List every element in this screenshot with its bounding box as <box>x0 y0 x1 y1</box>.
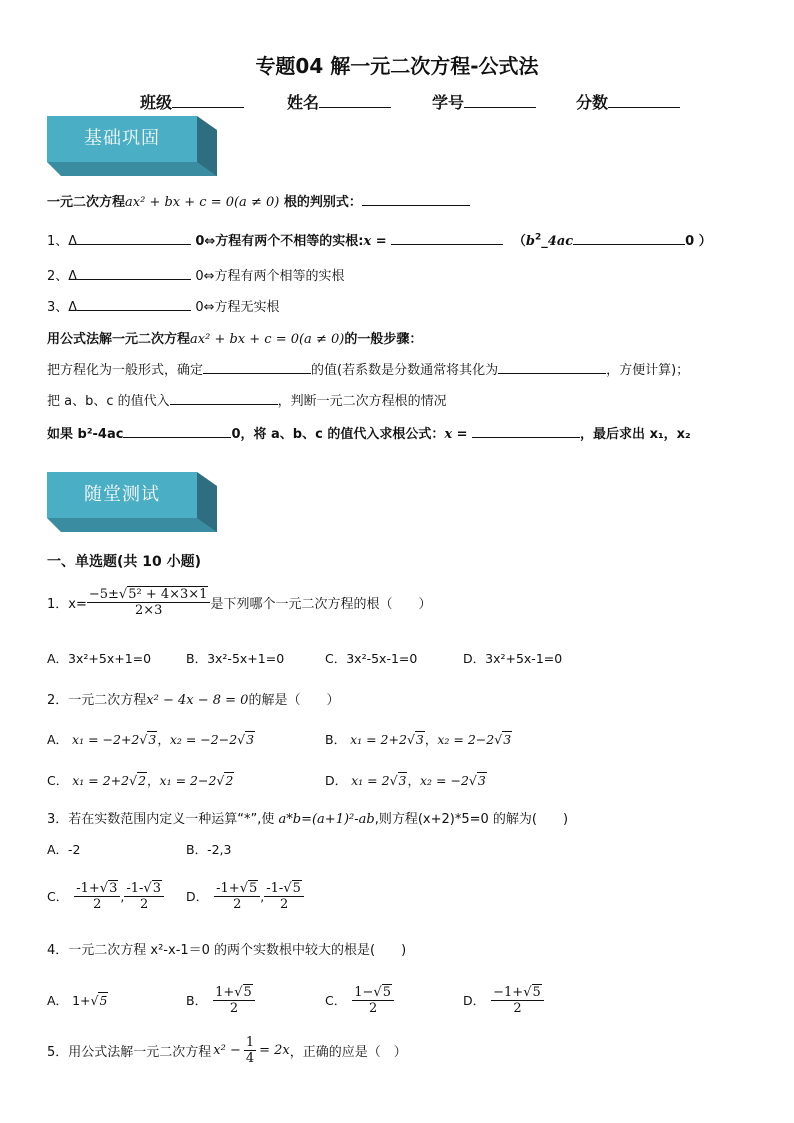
q2-suffix: 的解是（ ） <box>248 693 340 708</box>
id-blank[interactable] <box>464 93 536 108</box>
q4-option-b[interactable] <box>186 980 255 1020</box>
q3-c-frac-2: $\frac{-1-√3}{2}$ <box>124 881 164 912</box>
score-label: 分数 <box>576 93 609 112</box>
q2-d-x1: x₁ = 2 <box>351 773 390 788</box>
score-field <box>576 90 680 113</box>
q3-d-d1: 2 <box>233 896 242 912</box>
q3-c-d2: 2 <box>140 896 149 912</box>
q3-c-n1r: 3 <box>109 880 118 896</box>
step-2-line <box>47 390 447 409</box>
q2-b-r1: 3 <box>415 732 424 747</box>
q4-d-nr: 5 <box>532 984 541 1000</box>
q2-d-r1: 3 <box>398 773 407 788</box>
q2-prefix: 2．一元二次方程 <box>47 693 147 708</box>
q3-d-comma: , <box>260 888 265 904</box>
banner-text: 随堂测试 <box>84 484 160 505</box>
q5-suffix: ，正确的应是（ ） <box>289 1044 407 1060</box>
q2-d-sep: ， <box>407 773 420 788</box>
q2-equation: x² − 4x − 8 = 0 <box>146 693 249 708</box>
case-3-line <box>47 296 279 315</box>
q3-d-frac-2: $\frac{-1-√5}{2}$ <box>264 881 304 912</box>
q5-eq-b: = 2x <box>259 1042 290 1058</box>
q3-operation: a*b=(a+1)²-ab <box>278 812 375 827</box>
q3-option-b[interactable]: B．-2,3 <box>186 842 232 857</box>
q4-c-na: 1− <box>354 984 374 1000</box>
case-2-blank[interactable] <box>77 265 191 280</box>
step-1-text-b: 的值(若系数是分数通常将其化为 <box>311 363 499 378</box>
discriminant-equation: ax² + bx + c = 0(a ≠ 0) <box>125 195 280 210</box>
q2-d-x2: x₂ = −2 <box>420 773 469 788</box>
q2-option-b[interactable]: B． x₁ = 2+2√3，x₂ = 2−2√3 <box>325 732 512 747</box>
step-2-text-b: ，判断一元二次方程根的情况 <box>277 394 447 409</box>
step-3-x: x = <box>444 427 468 442</box>
class-field <box>140 90 244 113</box>
q5-prefix: 5．用公式法解一元二次方程 <box>47 1044 212 1060</box>
q1-num-a: −5± <box>88 586 119 602</box>
q4-c-d: 2 <box>368 1000 378 1016</box>
q3-d-n2r: 5 <box>292 880 301 896</box>
q4-d-frac: $\frac{-1+√5}{2}$ <box>491 985 544 1016</box>
case-1-4ac: _4ac <box>541 234 574 249</box>
q4-b-na: 1+ <box>215 984 235 1000</box>
name-field <box>287 90 391 113</box>
option-label: D． <box>325 773 348 788</box>
discriminant-suffix: 根的判别式： <box>279 195 362 210</box>
steps-heading <box>47 328 422 347</box>
q3-text-a: 3．若在实数范围内定义一种运算“*”,使 <box>47 812 279 827</box>
q1-fraction: $\frac{\text{−5±√5² + 4×3×1}}{2\times 3}$ <box>87 587 211 618</box>
q4-c-nr: 5 <box>382 984 391 1000</box>
step-3-blank-b[interactable] <box>472 423 580 438</box>
q4-option-c[interactable] <box>325 980 394 1020</box>
section-banner-basics <box>47 116 217 172</box>
banner-text: 基础巩固 <box>84 128 160 149</box>
q3-d-n1r: 5 <box>249 880 258 896</box>
q2-b-sep: ， <box>424 732 438 747</box>
case-1-blank[interactable] <box>77 230 191 245</box>
q1-den: 2×3 <box>134 602 163 618</box>
case-1-end: 0 ） <box>685 234 712 249</box>
q4-a-r: 5 <box>99 993 108 1008</box>
case-1-root-blank[interactable] <box>391 230 503 245</box>
page-title: 专题04 解一元二次方程-公式法 <box>255 54 539 78</box>
id-label: 学号 <box>432 93 465 112</box>
q4-b-nr: 5 <box>243 984 252 1000</box>
q2-c-x1: x₁ = 2+2 <box>72 773 130 788</box>
case-1-x: x = <box>363 234 387 249</box>
q2-b-x2: x₂ = 2−2 <box>437 732 495 747</box>
case-1-square: 2 <box>535 232 542 243</box>
name-label: 姓名 <box>287 93 320 112</box>
question-5 <box>47 1030 407 1070</box>
q4-d-na: −1+ <box>493 984 524 1000</box>
q5-eq-a: x² − <box>213 1042 241 1058</box>
q2-a-sep: ， <box>157 732 170 747</box>
q2-option-d[interactable]: D． x₁ = 2√3，x₂ = −2√3 <box>325 773 486 788</box>
steps-suffix: 的一般步骤： <box>344 332 423 347</box>
q1-option-a[interactable]: A．3x²+5x+1=0 <box>47 651 152 666</box>
q4-a-a: 1+ <box>72 992 91 1008</box>
q2-a-r2: 3 <box>246 732 255 747</box>
class-label: 班级 <box>140 93 173 112</box>
discriminant-line <box>47 191 470 210</box>
case-2-text: 0⇔方程有两个相等的实根 <box>195 269 345 284</box>
step-3-blank-a[interactable] <box>123 423 231 438</box>
q3-c-n2r: 3 <box>152 880 161 896</box>
case-1-b2-blank[interactable] <box>573 230 685 245</box>
case-2-line <box>47 265 344 284</box>
question-2 <box>47 689 339 708</box>
step-2-text-a: 把 a、b、c 的值代入 <box>47 394 170 409</box>
steps-equation: ax² + bx + c = 0(a ≠ 0) <box>190 332 345 347</box>
q2-b-x1: x₁ = 2+2 <box>350 732 407 747</box>
option-label: D． <box>463 993 486 1008</box>
step-3-text-a: 如果 b²-4ac <box>47 427 124 442</box>
option-label: B． <box>325 732 347 747</box>
option-label: D． <box>186 889 209 904</box>
q3-d-frac-1: $\frac{-1+√5}{2}$ <box>214 881 260 912</box>
q1-prefix: 1．x= <box>47 596 87 612</box>
q1-option-c[interactable]: C．3x²-5x-1=0 <box>325 651 418 666</box>
q3-c-comma: , <box>120 888 125 904</box>
option-label: C． <box>47 889 69 904</box>
discriminant-blank[interactable] <box>362 191 470 206</box>
id-field <box>432 90 536 113</box>
q2-option-c[interactable]: C． x₁ = 2+2√2，x₁ = 2−2√2 <box>47 773 234 788</box>
discriminant-prefix: 一元二次方程 <box>47 195 126 210</box>
case-2-prefix: 2、Δ <box>47 269 78 284</box>
name-blank[interactable] <box>319 93 391 108</box>
q2-c-x2: x₁ = 2−2 <box>159 773 217 788</box>
option-label: A． <box>47 993 69 1008</box>
option-label: A． <box>47 732 69 747</box>
step-1-blank-b[interactable] <box>498 359 606 374</box>
step-3-text-b: 0，将 a、b、c 的值代入求根公式： <box>231 427 445 442</box>
q5-fraction <box>244 1035 256 1066</box>
option-label: C． <box>325 993 347 1008</box>
q4-option-d[interactable] <box>463 980 544 1020</box>
q2-c-sep: ， <box>147 773 160 788</box>
q4-c-frac: $\frac{1-√5}{2}$ <box>352 985 394 1016</box>
q3-c-n2a: -1- <box>126 880 144 896</box>
q2-c-r2: 2 <box>225 773 234 788</box>
steps-prefix: 用公式法解一元二次方程 <box>47 332 191 347</box>
section-banner-quiz <box>47 472 217 528</box>
case-1-text: 0⇔方程有两个不相等的实根: <box>195 234 364 249</box>
q1-suffix: 是下列哪个一元二次方程的根（ ） <box>210 596 432 612</box>
case-3-prefix: 3、Δ <box>47 300 78 315</box>
q3-c-n1a: -1+ <box>76 880 100 896</box>
q3-d-n2a: -1- <box>266 880 284 896</box>
question-4: 4．一元二次方程 x²-x-1＝0 的两个实数根中较大的根是( ) <box>47 943 407 958</box>
case-1-prefix: 1、Δ <box>47 234 78 249</box>
q2-a-x2: x₂ = −2−2 <box>169 732 238 747</box>
step-3-line <box>47 423 691 442</box>
step-1-blank-a[interactable] <box>203 359 311 374</box>
q2-b-r2: 3 <box>503 732 512 747</box>
step-3-text-c: ，最后求出 x₁，x₂ <box>580 427 691 442</box>
step-1-text-c: ，方便计算)； <box>606 363 690 378</box>
question-1 <box>47 582 431 622</box>
q3-c-d1: 2 <box>93 896 102 912</box>
option-label: B． <box>186 993 208 1008</box>
q2-d-r2: 3 <box>477 773 486 788</box>
option-label: C． <box>47 773 69 788</box>
q2-option-a[interactable]: A． x₁ = −2+2√3，x₂ = −2−2√3 <box>47 732 255 747</box>
q4-d-d: 2 <box>513 1000 522 1016</box>
case-3-blank[interactable] <box>77 296 191 311</box>
class-blank[interactable] <box>172 93 244 108</box>
question-3 <box>47 808 568 827</box>
q2-a-r1: 3 <box>148 732 157 747</box>
q3-c-frac-1: $\frac{-1+√3}{2}$ <box>74 881 120 912</box>
q1-num-radicand: 5² + 4×3×1 <box>128 586 208 602</box>
case-1-paren: （ <box>512 234 526 249</box>
q2-a-x1: x₁ = −2+2 <box>72 732 140 747</box>
q5-frac-num: 1 <box>245 1034 255 1050</box>
q4-b-d: 2 <box>229 1000 239 1016</box>
q3-option-c[interactable] <box>47 875 164 917</box>
q4-option-a[interactable]: A． 1+ √ 5 <box>47 992 108 1008</box>
q3-d-n1a: -1+ <box>216 880 240 896</box>
q3-d-d2: 2 <box>279 896 289 912</box>
step-2-blank[interactable] <box>170 390 278 405</box>
step-1-text-a: 把方程化为一般形式，确定 <box>47 363 204 378</box>
q3-option-d[interactable] <box>186 875 304 917</box>
q4-b-frac: $\frac{1+√5}{2}$ <box>213 985 255 1016</box>
step-1-line <box>47 359 689 378</box>
q1-option-d[interactable]: D．3x²+5x-1=0 <box>463 651 563 666</box>
case-1-line <box>47 230 712 249</box>
score-blank[interactable] <box>608 93 680 108</box>
case-3-text: 0⇔方程无实根 <box>195 300 280 315</box>
question-section-heading: 一、单选题(共 10 小题) <box>47 554 202 570</box>
q2-c-r1: 2 <box>138 773 147 788</box>
case-1-b: b <box>525 234 536 249</box>
q3-text-b: ,则方程(x+2)*5=0 的解为( ) <box>374 812 569 827</box>
q3-option-a[interactable]: A．-2 <box>47 842 81 857</box>
q1-option-b[interactable]: B．3x²-5x+1=0 <box>186 651 285 666</box>
q5-frac-den: 4 <box>245 1050 255 1066</box>
